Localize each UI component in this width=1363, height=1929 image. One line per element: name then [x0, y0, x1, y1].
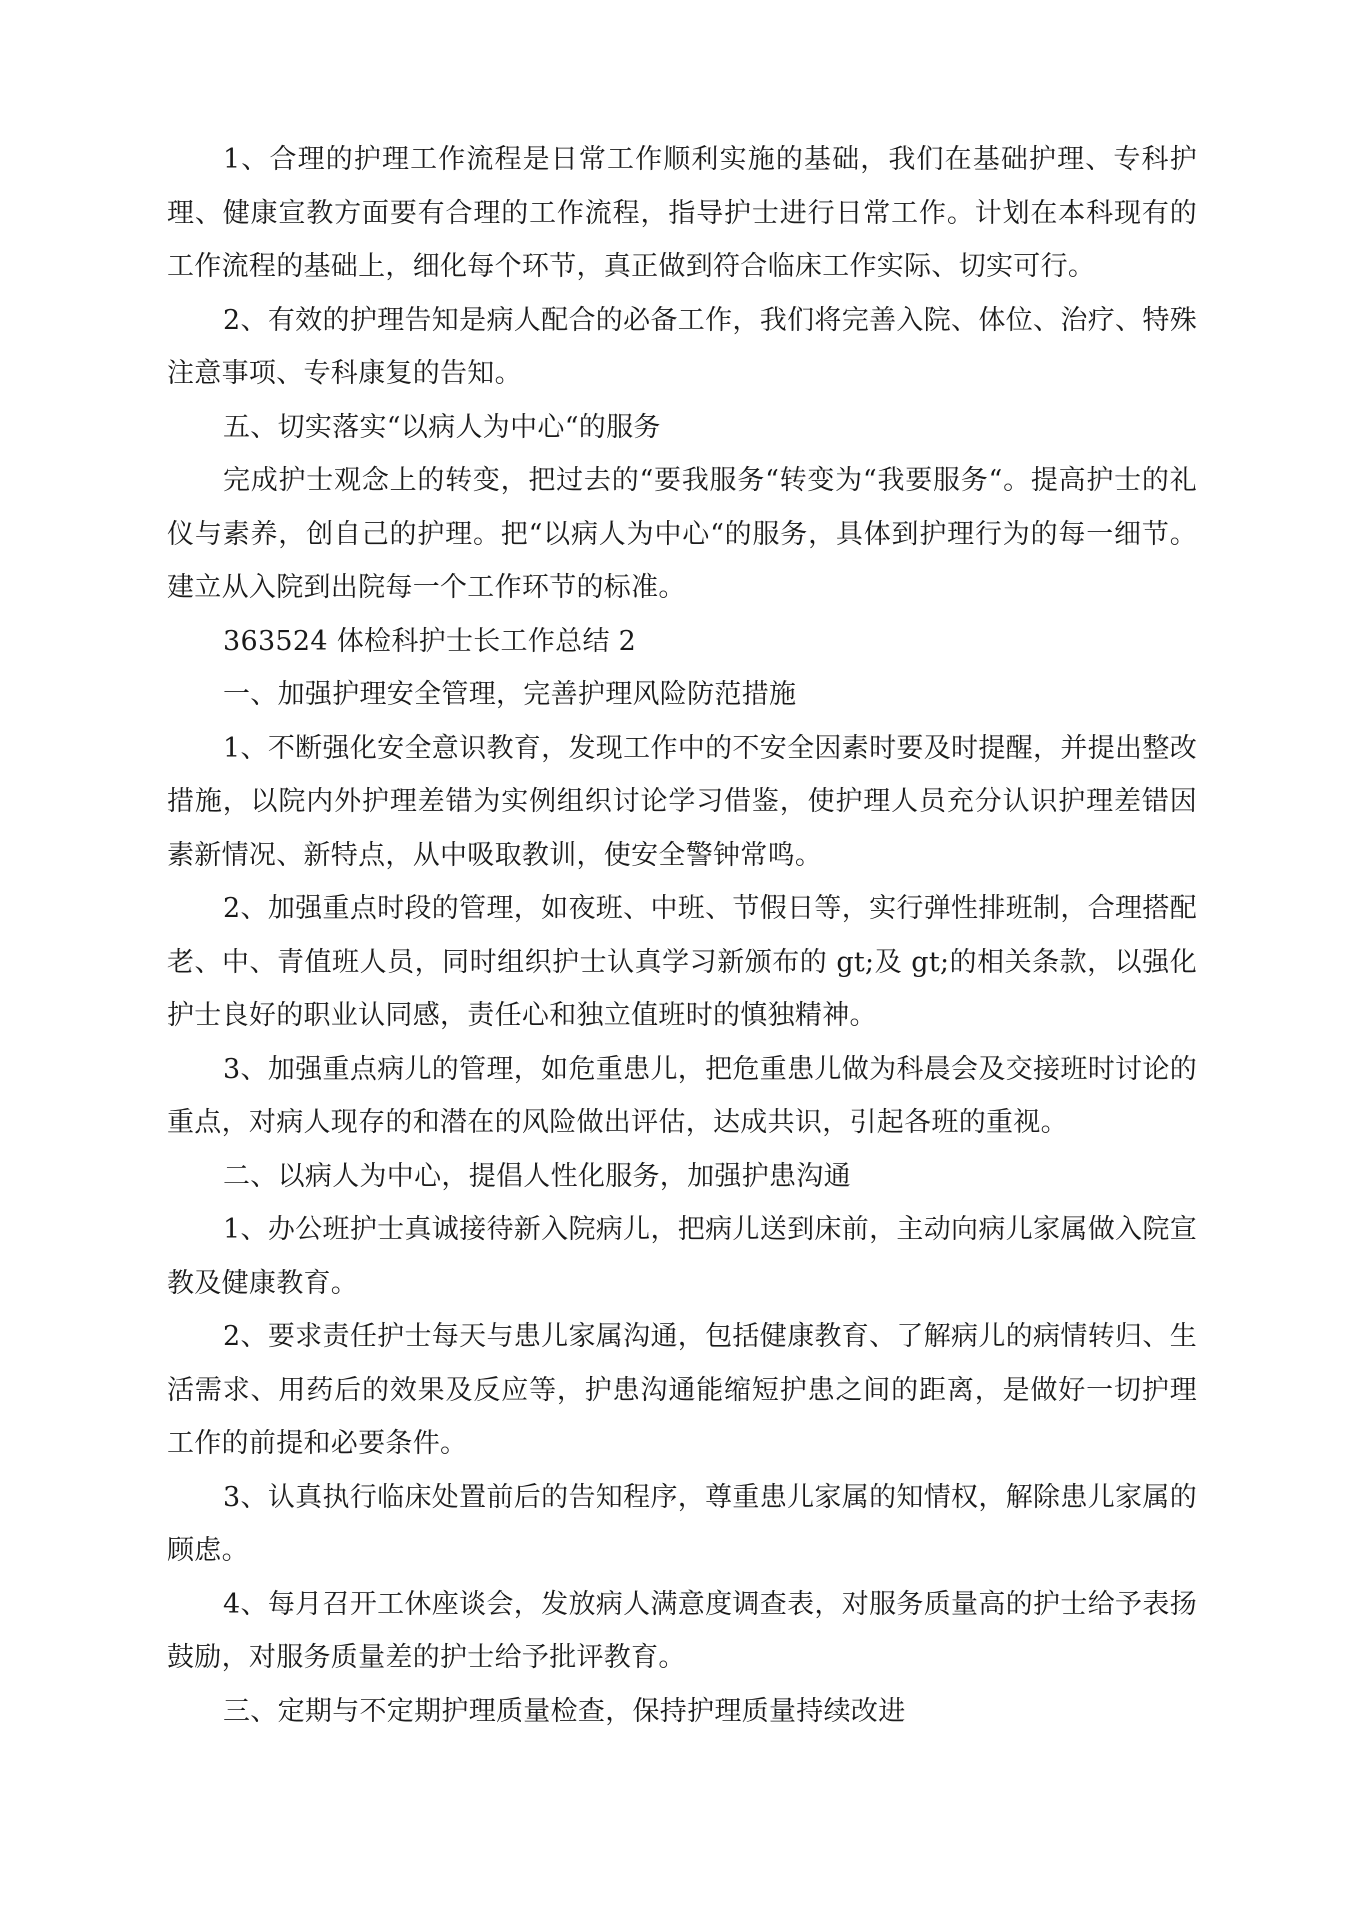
document-body — [167, 133, 1197, 1738]
paragraph: 3、加强重点病儿的管理，如危重患儿，把危重患儿做为科晨会及交接班时讨论的重点，对病人现存的和潜在的风险做出评估，达成共识，引起各班的重视。 — [167, 1053, 1197, 1138]
paragraph: 4、每月召开工休座谈会，发放病人满意度调查表，对服务质量高的护士给予表扬鼓励，对服务质量差的护士给予批评教育。 — [167, 1588, 1197, 1673]
paragraph: 2、要求责任护士每天与患儿家属沟通，包括健康教育、了解病儿的病情转归、生活需求、用药后的效果及反应等，护患沟通能缩短护患之间的距离，是做好一切护理工作的前提和必要条件。 — [167, 1321, 1197, 1459]
section-heading: 三、定期与不定期护理质量检查，保持护理质量持续改进 — [223, 1695, 906, 1727]
paragraph: 2、加强重点时段的管理，如夜班、中班、节假日等，实行弹性排班制，合理搭配老、中、青值班人员，同时组织护士认真学习新颁布的 gt;及 gt;的相关条款，以强化护士良好的职业认同感，责任心和独立值班时的慎独精神。 — [167, 893, 1197, 1031]
paragraph: 1、办公班护士真诚接待新入院病儿，把病儿送到床前，主动向病儿家属做入院宣教及健康教育。 — [167, 1214, 1197, 1299]
paragraph: 3、认真执行临床处置前后的告知程序，尊重患儿家属的知情权，解除患儿家属的顾虑。 — [167, 1481, 1197, 1566]
paragraph: 2、有效的护理告知是病人配合的必备工作，我们将完善入院、体位、治疗、特殊注意事项、专科康复的告知。 — [167, 304, 1197, 389]
document-title: 363524 体检科护士长工作总结 2 — [223, 625, 637, 657]
section-heading: 二、以病人为中心，提倡人性化服务，加强护患沟通 — [223, 1160, 851, 1192]
section-heading: 一、加强护理安全管理，完善护理风险防范措施 — [223, 679, 797, 710]
paragraph: 完成护士观念上的转变，把过去的“要我服务“转变为“我要服务“。提高护士的礼仪与素养，创自己的护理。把“以病人为中心“的服务，具体到护理行为的每一细节。建立从入院到出院每一个工作环节的标准。 — [167, 465, 1197, 603]
paragraph: 1、合理的护理工作流程是日常工作顺利实施的基础，我们在基础护理、专科护理、健康宣教方面要有合理的工作流程，指导护士进行日常工作。计划在本科现有的工作流程的基础上，细化每个环节，真正做到符合临床工作实际、切实可行。 — [167, 144, 1197, 282]
section-heading: 五、切实落实“以病人为中心“的服务 — [223, 411, 661, 443]
paragraph: 1、不断强化安全意识教育，发现工作中的不安全因素时要及时提醒，并提出整改措施，以院内外护理差错为实例组织讨论学习借鉴，使护理人员充分认识护理差错因素新情况、新特点，从中吸取教训，使安全警钟常鸣。 — [167, 732, 1197, 871]
